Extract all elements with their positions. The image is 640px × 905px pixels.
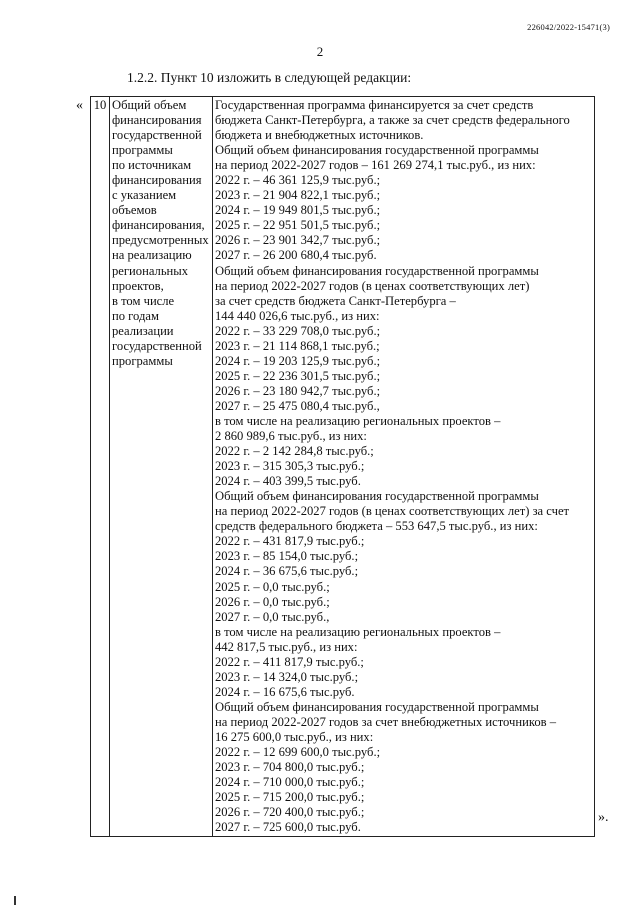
content-line: 2022 г. – 431 817,9 тыс.руб.; bbox=[215, 534, 365, 549]
content-line: 2025 г. – 22 236 301,5 тыс.руб.; bbox=[215, 368, 381, 383]
label-line: финансирования bbox=[112, 113, 202, 128]
row-number-cell: 10 bbox=[91, 97, 110, 837]
row-label-cell bbox=[110, 97, 213, 837]
label-line: предусмотренных bbox=[112, 233, 209, 248]
scan-edge-mark bbox=[14, 896, 16, 905]
content-line: 2 860 989,6 тыс.руб., из них: bbox=[215, 429, 367, 444]
content-line: в том числе на реализацию региональных проектов – bbox=[215, 413, 501, 428]
content-line: 2024 г. – 19 203 125,9 тыс.руб.; bbox=[215, 353, 381, 368]
content-line: за счет средств бюджета Санкт-Петербурга – bbox=[215, 293, 456, 308]
content-line: Общий объем финансирования государственной программы bbox=[215, 143, 539, 158]
content-line: Государственная программа финансируется за счет средств bbox=[215, 98, 534, 112]
content-line: 2027 г. – 0,0 тыс.руб., bbox=[215, 609, 330, 624]
content-line: 2023 г. – 85 154,0 тыс.руб.; bbox=[215, 549, 359, 564]
content-line: 16 275 600,0 тыс.руб., из них: bbox=[215, 729, 374, 744]
label-line: программы bbox=[112, 353, 173, 368]
content-line: 2022 г. – 33 229 708,0 тыс.руб.; bbox=[215, 323, 381, 338]
content-line: 2026 г. – 23 180 942,7 тыс.руб.; bbox=[215, 383, 381, 398]
label-line: по годам bbox=[112, 308, 159, 323]
content-line: 2022 г. – 46 361 125,9 тыс.руб.; bbox=[215, 173, 381, 188]
content-line: 2026 г. – 720 400,0 тыс.руб.; bbox=[215, 805, 365, 820]
document-registration-number: 226042/2022-15471(3) bbox=[527, 22, 610, 32]
content-line: 2023 г. – 14 324,0 тыс.руб.; bbox=[215, 669, 359, 684]
content-line: 2027 г. – 25 475 080,4 тыс.руб., bbox=[215, 398, 380, 413]
row-content-cell bbox=[213, 97, 595, 837]
opening-quote-mark: « bbox=[76, 98, 83, 113]
label-line: программы bbox=[112, 143, 173, 158]
content-line: бюджета Санкт-Петербурга, а также за счет средств федерального bbox=[215, 113, 570, 128]
content-line: 2024 г. – 403 399,5 тыс.руб. bbox=[215, 474, 361, 489]
label-line: Общий объем bbox=[112, 98, 187, 112]
content-line: 2027 г. – 26 200 680,4 тыс.руб. bbox=[215, 248, 377, 263]
label-line: реализации bbox=[112, 323, 174, 338]
content-line: 2022 г. – 2 142 284,8 тыс.руб.; bbox=[215, 444, 374, 459]
content-line: на период 2022-2027 годов (в ценах соответствующих лет) за счет bbox=[215, 504, 570, 519]
label-line: проектов, bbox=[112, 278, 164, 293]
label-line: финансирования, bbox=[112, 218, 205, 233]
content-line: на период 2022-2027 годов (в ценах соответствующих лет) bbox=[215, 278, 530, 293]
closing-quote-mark: ». bbox=[598, 810, 609, 825]
content-line: 2023 г. – 704 800,0 тыс.руб.; bbox=[215, 760, 365, 775]
content-line: на период 2022-2027 годов – 161 269 274,1 тыс.руб., из них: bbox=[215, 158, 536, 173]
content-line: 2024 г. – 16 675,6 тыс.руб. bbox=[215, 684, 355, 699]
label-line: объемов bbox=[112, 203, 157, 218]
content-line: 2024 г. – 36 675,6 тыс.руб.; bbox=[215, 564, 359, 579]
financing-table bbox=[90, 96, 595, 837]
label-line: государственной bbox=[112, 338, 202, 353]
amendment-intro-text: 1.2.2. Пункт 10 изложить в следующей редакции: bbox=[127, 70, 412, 85]
page-number: 2 bbox=[316, 44, 324, 59]
content-line: Общий объем финансирования государственной программы bbox=[215, 489, 539, 504]
content-line: 2024 г. – 710 000,0 тыс.руб.; bbox=[215, 775, 365, 790]
content-line: 2023 г. – 21 904 822,1 тыс.руб.; bbox=[215, 188, 381, 203]
content-line: 2026 г. – 0,0 тыс.руб.; bbox=[215, 594, 330, 609]
table-row bbox=[91, 97, 595, 837]
content-line: на период 2022-2027 годов за счет внебюджетных источников – bbox=[215, 714, 557, 729]
label-line: по источникам bbox=[112, 158, 192, 173]
content-line: 2023 г. – 315 305,3 тыс.руб.; bbox=[215, 459, 365, 474]
content-line: 144 440 026,6 тыс.руб., из них: bbox=[215, 308, 380, 323]
label-line: на реализацию bbox=[112, 248, 192, 263]
label-line: с указанием bbox=[112, 188, 177, 203]
content-line: 2022 г. – 12 699 600,0 тыс.руб.; bbox=[215, 745, 381, 760]
content-line: в том числе на реализацию региональных проектов – bbox=[215, 624, 501, 639]
label-line: финансирования bbox=[112, 173, 202, 188]
content-line: 2025 г. – 0,0 тыс.руб.; bbox=[215, 579, 330, 594]
content-line: 2024 г. – 19 949 801,5 тыс.руб.; bbox=[215, 203, 381, 218]
content-line: 2026 г. – 23 901 342,7 тыс.руб.; bbox=[215, 233, 381, 248]
content-line: 442 817,5 тыс.руб., из них: bbox=[215, 639, 358, 654]
content-line: 2027 г. – 725 600,0 тыс.руб. bbox=[215, 820, 361, 835]
label-line: государственной bbox=[112, 128, 202, 143]
content-line: средств федерального бюджета – 553 647,5 тыс.руб., из них: bbox=[215, 519, 538, 534]
content-line: 2023 г. – 21 114 868,1 тыс.руб.; bbox=[215, 338, 380, 353]
label-line: региональных bbox=[112, 263, 189, 278]
content-line: Общий объем финансирования государственной программы bbox=[215, 263, 539, 278]
content-line: 2025 г. – 22 951 501,5 тыс.руб.; bbox=[215, 218, 381, 233]
content-line: 2025 г. – 715 200,0 тыс.руб.; bbox=[215, 790, 365, 805]
content-line: 2022 г. – 411 817,9 тыс.руб.; bbox=[215, 654, 364, 669]
label-line: в том числе bbox=[112, 293, 175, 308]
content-line: бюджета и внебюджетных источников. bbox=[215, 128, 424, 143]
content-line: Общий объем финансирования государственной программы bbox=[215, 699, 539, 714]
